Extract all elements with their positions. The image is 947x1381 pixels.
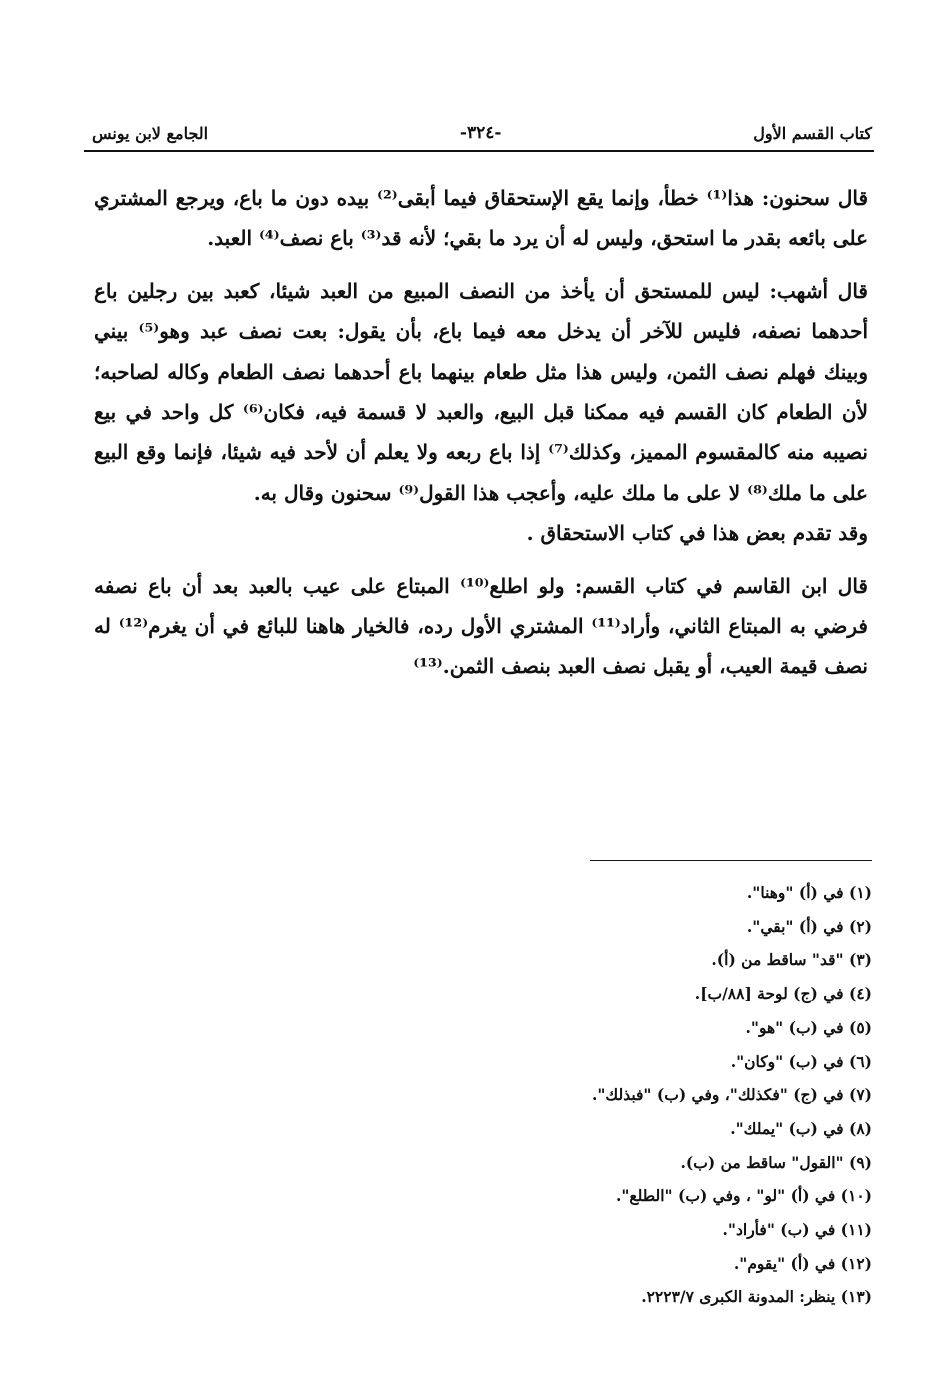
footnote-item: (٧) في (ج) "فكذلك"، وفي (ب) "فبذلك". — [591, 1085, 872, 1105]
footnote-item: (١١) في (ب) "فأراد". — [722, 1220, 872, 1240]
footnote-item: (١٢) في (أ) "يقوم". — [733, 1253, 872, 1273]
footnote-item: (٥) في (ب) "هو". — [745, 1017, 872, 1037]
paragraph-ibn-alqasim: قال ابن القاسم في كتاب القسم: ولو اطلع⁽¹⁰⁾ المبتاع على عيب بالعبد بعد أن باع نصفه فرضي به المبتاع الثاني، وأراد⁽¹¹⁾ المشتري الأول رده، فالخيار هاهنا للبائع في أن يغرم⁽¹²⁾ له نصف قيمة العيب، أو يقبل نصف العبد بنصف الثمن.⁽¹³⁾ — [94, 573, 868, 679]
footnote-item: (٨) في (ب) "يملك". — [730, 1118, 872, 1138]
footnote-item: (٦) في (ب) "وكان". — [730, 1051, 872, 1071]
footnote-item: (١٣) ينظر: المدونة الكبرى ٢٢٢٣/٧. — [641, 1287, 872, 1307]
footnote-separator — [590, 860, 872, 861]
header-rule — [84, 150, 874, 152]
footnote-item: (١٠) في (أ) "لو" ، وفي (ب) "الطلع". — [615, 1186, 872, 1206]
footnote-item: (٤) في (ج) لوحة [٨٨/ب]. — [694, 984, 872, 1004]
footnote-item: (١) في (أ) "وهنا". — [746, 883, 872, 902]
footnote-item: (٣) "قد" ساقط من (أ). — [711, 950, 872, 970]
paragraph-sahnun: قال سحنون: هذا⁽¹⁾ خطأ، وإنما يقع الإستحقاق فيما أبقى⁽²⁾ بيده دون ما باع، ويرجع المشتري على بائعه بقدر ما استحق، وليس له أن يرد ما بقي؛ لأنه قد⁽³⁾ باع نصف⁽⁴⁾ العبد. — [94, 186, 869, 251]
page-header — [92, 118, 872, 148]
footnotes — [440, 876, 872, 1314]
paragraph-cross-reference: وقد تقدم بعض هذا في كتاب الاستحقاق . — [526, 521, 868, 546]
footnote-item: (٩) "القول" ساقط من (ب). — [680, 1152, 872, 1172]
chapter-title: كتاب القسم الأول — [753, 123, 872, 143]
book-title: الجامع لابن يونس — [92, 123, 209, 143]
page-number: -٣٢٤- — [459, 123, 502, 143]
footnote-item: (٢) في (أ) "بقي". — [746, 916, 872, 936]
paragraph-ashhab: قال أشهب: ليس للمستحق أن يأخذ من النصف المبيع من العبد شيئا، كعبد بين رجلين باع أحدهما نصفه، فليس للآخر أن يدخل معه فيما باع، بأن يقول: بعت نصف عبد وهو⁽⁵⁾ بيني وبينك فهلم نصف الثمن، وليس هذا مثل طعام بينهما باع أحدهما نصف الطعام وكاله لصاحبه؛ لأن الطعام كان القسم فيه ممكنا قبل البيع، والعبد لا قسمة فيه، فكان⁽⁶⁾ كل واحد في بيع نصيبه منه كالمقسوم المميز، وكذلك⁽⁷⁾ إذا باع ربعه ولا يعلم أن لأحد فيه شيئا، فإنما وقع البيع على ما ملك⁽⁸⁾ لا على ما ملك عليه، وأعجب هذا القول⁽⁹⁾ سحنون وقال به. — [94, 278, 869, 505]
main-text — [94, 178, 868, 687]
